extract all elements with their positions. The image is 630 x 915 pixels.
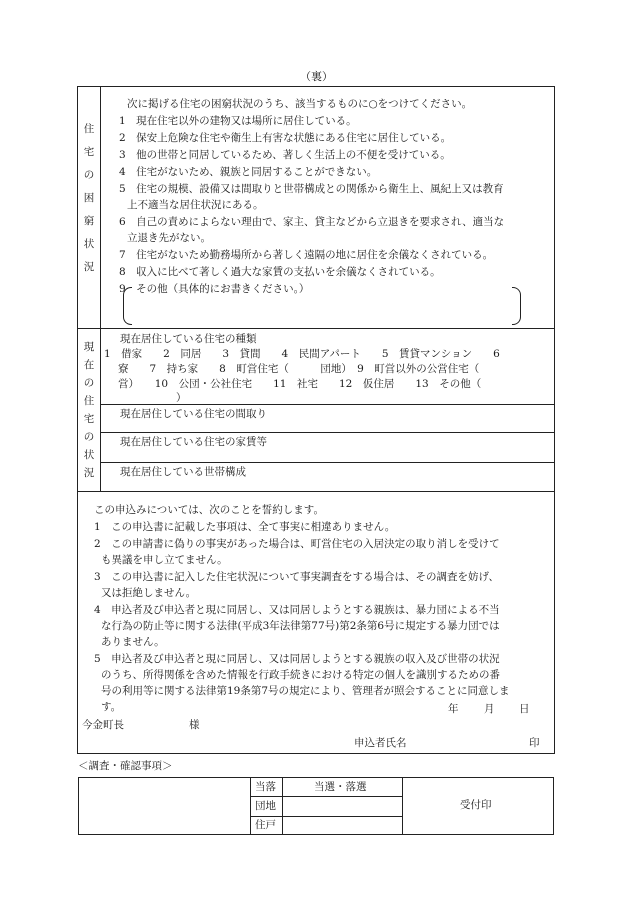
housing-rent-label: 現在居住している住宅の家賃等 bbox=[120, 436, 267, 448]
addressee-honorific: 様 bbox=[189, 719, 200, 731]
applicant-name-label: 申込者氏名 bbox=[354, 737, 407, 749]
housing-layout-label: 現在居住している住宅の間取り bbox=[120, 408, 267, 420]
section2-bottom-line bbox=[77, 491, 555, 492]
pledge-line-9: 5 申込者及び申込者と現に同居し、又は同居しようとする親族の収入及び世帯の状況 bbox=[94, 653, 500, 665]
section1-bottom-line bbox=[77, 328, 555, 329]
receipt-stamp-label: 受付印 bbox=[460, 799, 492, 811]
pledge-line-3: も異議を申し立てません。 bbox=[101, 554, 228, 566]
date-year[interactable]: 年 bbox=[448, 703, 459, 715]
survey-title: ＜調査・確認事項＞ bbox=[78, 760, 173, 772]
hardship-item-3: 3 他の世帯と同居しているため、著しく生活上の不便を受けている。 bbox=[119, 149, 451, 161]
housing-type-line-2[interactable]: 寮 7 持ち家 8 町営住宅（ 団地） 9 町営以外の公営住宅（ bbox=[118, 363, 480, 375]
survey-estate-label: 団地 bbox=[255, 800, 276, 812]
survey-divider-right bbox=[402, 777, 403, 835]
other-detail-bracket-right[interactable] bbox=[512, 287, 521, 325]
hardship-item-2: 2 保安上危険な住宅や衛生上有害な状態にある住宅に居住している。 bbox=[119, 132, 452, 144]
housing-type-line-1[interactable]: 1 借家 2 同居 3 貸間 4 民間アパート 5 賃貸マンション 6 bbox=[104, 348, 500, 360]
hardship-item-6: 6 自己の責めによらない理由で、家主、貸主などから立退きを要求され、適当な bbox=[119, 216, 505, 228]
section2-row-line-3 bbox=[100, 462, 555, 463]
survey-divider-mid bbox=[282, 777, 283, 835]
hardship-item-5: 5 住宅の規模、設備又は間取りと世帯構成との関係から衛生上、風紀上又は教育 bbox=[119, 183, 504, 195]
section2-row-line-2 bbox=[100, 432, 555, 433]
housing-type-line-4[interactable]: ） bbox=[176, 392, 187, 404]
survey-result-label: 当落 bbox=[255, 781, 276, 793]
section2-label: 現 在 の 住 宅 の 状 況 bbox=[83, 341, 95, 479]
pledge-line-4: 3 この申込書に記入した住宅状況について事実調査をする場合は、その調査を妨げ、 bbox=[94, 571, 500, 583]
pledge-intro: この申込みについては、次のことを誓約します。 bbox=[94, 504, 324, 516]
household-composition-label: 現在居住している世帯構成 bbox=[120, 466, 246, 478]
survey-row-line-2 bbox=[250, 816, 402, 817]
pledge-line-7: な行為の防止等に関する法律(平成3年法律第77号)第2条第6号に規定する暴力団では bbox=[101, 620, 500, 632]
pledge-line-6: 4 申込者及び申込者と現に同居し、又は同居しようとする親族は、暴力団による不当 bbox=[94, 604, 500, 616]
pledge-line-8: ありません。 bbox=[101, 636, 165, 648]
page-label: （裏） bbox=[300, 70, 333, 83]
hardship-item-4: 4 住宅がないため、親族と同居することができない。 bbox=[119, 166, 378, 178]
hardship-item-8: 8 収入に比べて著しく過大な家賃の支払いを余儀なくされている。 bbox=[119, 266, 441, 278]
addressee: 今金町長 bbox=[82, 719, 124, 731]
other-detail-bracket-left[interactable] bbox=[123, 287, 132, 325]
hardship-item-9: 9 その他（具体的にお書きください。） bbox=[119, 283, 310, 295]
section1-label: 住 宅 の 困 窮 状 況 bbox=[83, 123, 95, 273]
hardship-intro: 次に掲げる住宅の困窮状況のうち、該当するものに○をつけてください。 bbox=[127, 98, 473, 110]
survey-unit-label: 住戸 bbox=[255, 819, 276, 831]
date-month[interactable]: 月 bbox=[484, 703, 495, 715]
survey-result-value[interactable]: 当選・落選 bbox=[314, 781, 367, 793]
hardship-item-6-cont: 立退き先がない。 bbox=[127, 232, 211, 244]
hardship-item-5-cont: 上不適当な居住状況にある。 bbox=[127, 199, 264, 211]
survey-divider-left bbox=[250, 777, 251, 835]
hardship-item-7: 7 住宅がないため勤務場所から著しく遠隔の地に居住を余儀なくされている。 bbox=[119, 249, 494, 261]
pledge-line-1: 1 この申込書に記載した事項は、全て事実に相違ありません。 bbox=[94, 521, 396, 533]
pledge-line-10: のうち、所得関係を含めた情報を行政手続きにおける特定の個人を識別するための番 bbox=[101, 669, 500, 681]
housing-type-line-3[interactable]: 営） 10 公団・公社住宅 11 社宅 12 仮住居 13 その他（ bbox=[118, 378, 482, 390]
section2-row-line-1 bbox=[100, 404, 555, 405]
pledge-line-5: 又は拒絶しません。 bbox=[101, 587, 197, 599]
seal-mark[interactable]: 印 bbox=[529, 737, 540, 749]
hardship-item-1: 1 現在住宅以外の建物又は場所に居住している。 bbox=[119, 115, 357, 127]
survey-row-line-1 bbox=[250, 796, 402, 797]
pledge-line-2: 2 この申請書に偽りの事実があった場合は、町営住宅の入居決定の取り消しを受けて bbox=[94, 538, 500, 550]
housing-type-title: 現在居住している住宅の種類 bbox=[120, 333, 257, 345]
date-day[interactable]: 日 bbox=[519, 703, 530, 715]
pledge-line-12: す。 bbox=[101, 701, 122, 713]
pledge-line-11: 号の利用等に関する法律第19条第7号の規定により、管理者が照会することに同意しま bbox=[101, 685, 510, 697]
